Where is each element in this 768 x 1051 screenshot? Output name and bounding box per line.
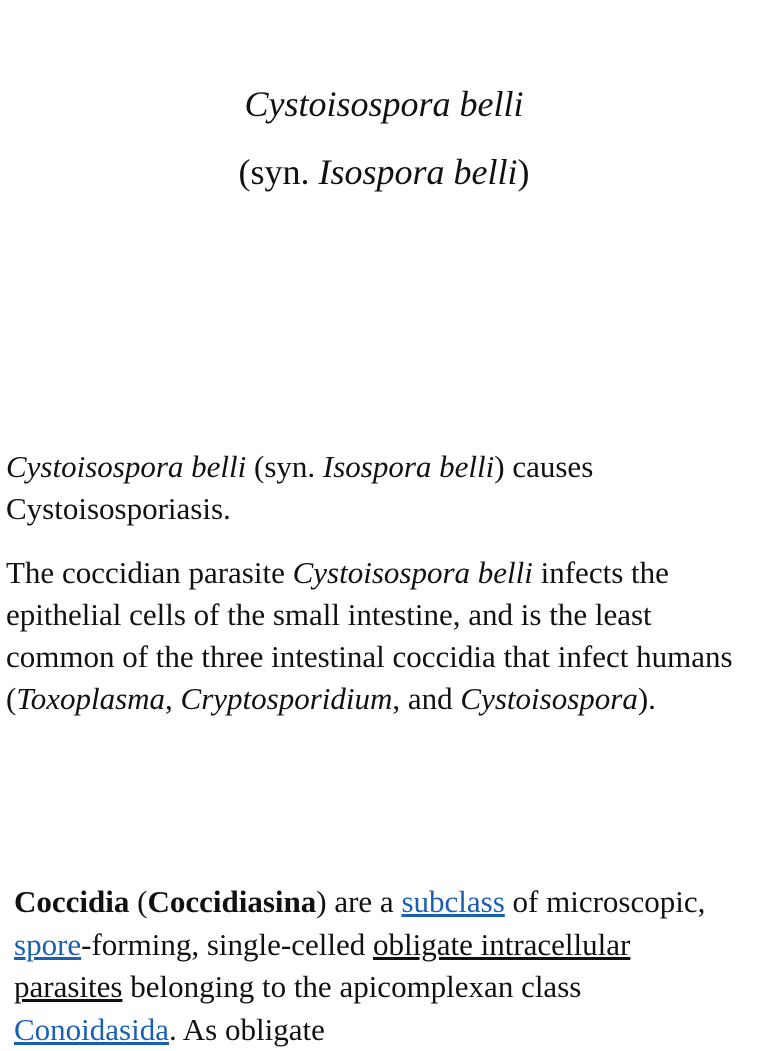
coccidia-paragraph xyxy=(14,881,714,1051)
intro-p2-text-1: The coccidian parasite xyxy=(6,555,293,590)
intro-p1-species: Cystoisospora belli xyxy=(6,449,247,484)
intro-p1-syn-species: Isospora belli xyxy=(322,449,495,484)
intro-section xyxy=(6,446,764,742)
page-title xyxy=(0,80,768,216)
title-species: Cystoisospora belli xyxy=(244,84,524,124)
title-synonym-line xyxy=(0,148,768,196)
intro-p1-rest: ) causes Cystoisosporiasis. xyxy=(6,449,594,526)
obligate-intracellular-parasites-link[interactable]: obligate intracellular parasites xyxy=(14,926,631,1004)
intro-p1-syn-open: (syn. xyxy=(246,449,323,484)
intro-p2-end: ). xyxy=(637,681,656,716)
title-syn-close: ) xyxy=(517,152,530,192)
coccidia-paren-open: ( xyxy=(129,884,148,919)
intro-p2-genus-cryptosporidium: Cryptosporidium xyxy=(180,681,393,716)
intro-paragraph-1 xyxy=(6,446,764,530)
intro-p2-text-2: infects the epithelial cells of the small intestine, and is the least common of the three intestinal coccidia that infect humans ( xyxy=(6,555,733,716)
coccidia-text-5: . As obligate xyxy=(169,1011,325,1047)
coccidia-text-4: belonging to the apicomplexan class xyxy=(122,969,582,1004)
title-syn-open: (syn. xyxy=(238,152,319,192)
coccidia-term: Coccidia xyxy=(14,884,130,919)
intro-paragraph-2 xyxy=(6,552,764,720)
title-species-line xyxy=(0,80,768,128)
intro-p2-sep-1: , xyxy=(165,681,181,716)
intro-p2-sep-2: , and xyxy=(392,681,461,716)
coccidia-text-1: ) are a xyxy=(316,884,402,919)
intro-p2-species: Cystoisospora belli xyxy=(292,555,533,590)
coccidia-text-3: -forming, single-celled xyxy=(81,926,373,962)
coccidia-text-2: of microscopic, xyxy=(504,884,706,919)
intro-p2-genus-toxoplasma: Toxoplasma xyxy=(16,681,166,716)
title-syn-species: Isospora belli xyxy=(318,152,518,192)
spore-link[interactable]: spore xyxy=(14,926,82,962)
conoidasida-link[interactable]: Conoidasida xyxy=(14,1011,169,1047)
subclass-link[interactable]: subclass xyxy=(401,884,505,919)
intro-p2-genus-cystoisospora: Cystoisospora xyxy=(460,681,638,716)
coccidia-section xyxy=(14,881,714,1051)
coccidia-alt-term: Coccidiasina xyxy=(147,884,317,919)
